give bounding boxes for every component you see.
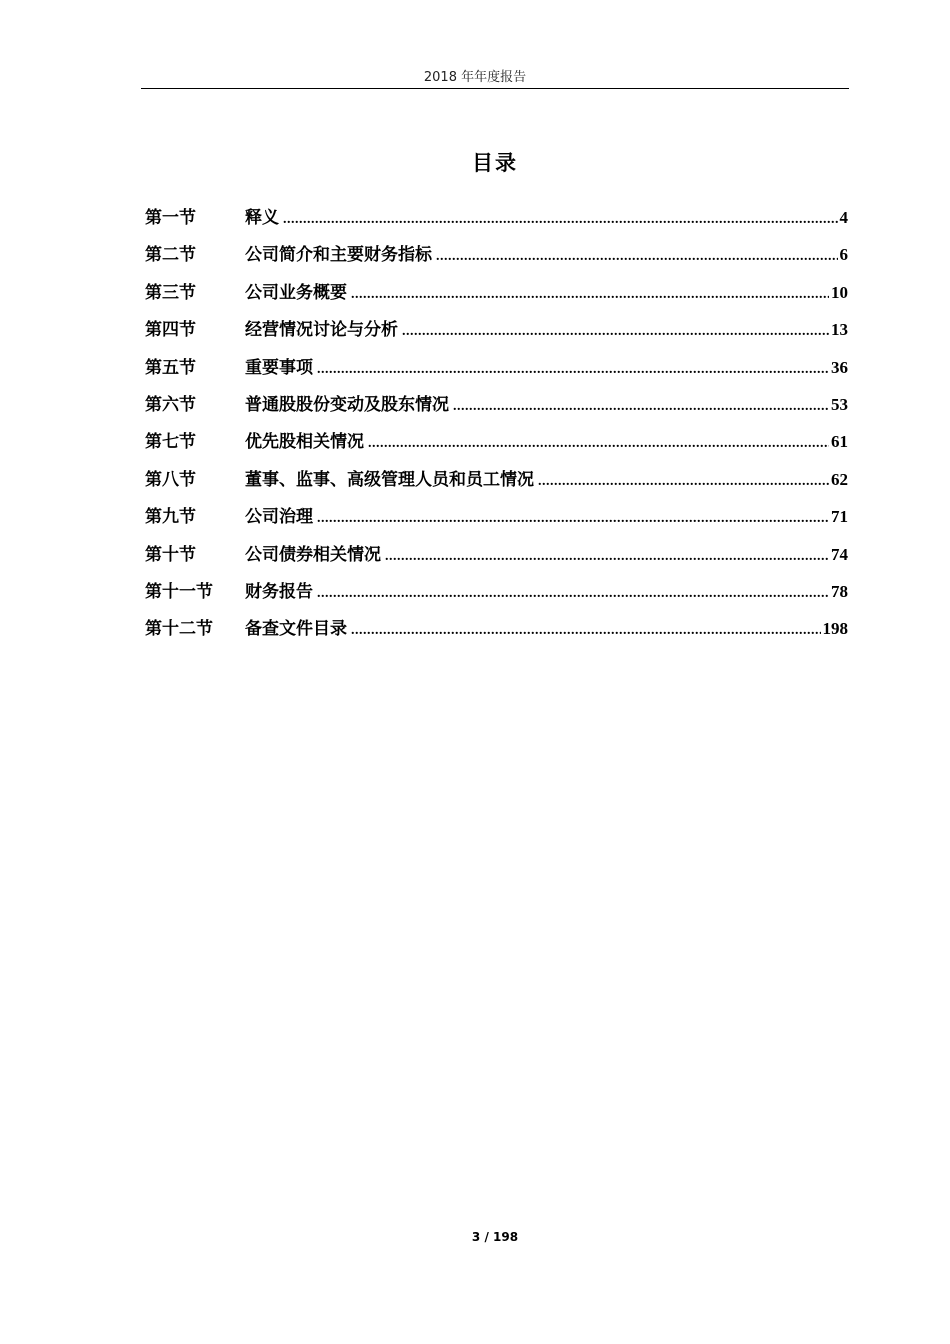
toc-entry[interactable] [145, 577, 848, 614]
toc-page-number: 6 [839, 245, 848, 265]
toc-leader-dots [351, 623, 821, 639]
header-divider [141, 88, 849, 89]
toc-section-title: 释义 [245, 208, 279, 228]
toc-section-number: 第八节 [145, 469, 196, 490]
toc-page-number: 10 [831, 282, 848, 302]
toc-section-number: 第二节 [145, 245, 196, 266]
toc-leader-dots [436, 249, 838, 265]
toc-section-title: 优先股相关情况 [245, 432, 364, 453]
toc-page-number: 78 [831, 581, 848, 601]
toc-section-title: 公司简介和主要财务指标 [245, 245, 432, 266]
toc-section-title: 公司债券相关情况 [245, 544, 381, 565]
toc-section-title: 财务报告 [245, 581, 313, 602]
toc-section-number: 第四节 [145, 320, 196, 341]
running-header: 2018 年年度报告 [423, 70, 527, 85]
toc-leader-dots [317, 362, 829, 378]
toc-page-number: 61 [831, 432, 848, 452]
toc-entry[interactable] [145, 353, 848, 390]
toc-section-title: 公司治理 [245, 507, 313, 528]
toc-leader-dots [317, 511, 829, 527]
toc-section-number: 第九节 [145, 507, 196, 528]
toc-leader-dots [453, 399, 829, 415]
toc-page-number: 36 [831, 357, 848, 377]
toc-page-number: 74 [831, 544, 848, 564]
toc-section-number: 第十二节 [145, 619, 213, 640]
toc-page-number: 4 [839, 208, 848, 227]
toc-leader-dots [317, 586, 829, 602]
toc-leader-dots [402, 324, 829, 340]
toc-entry[interactable] [145, 203, 848, 240]
toc-page-number: 53 [831, 394, 848, 414]
toc-leader-dots [351, 287, 829, 303]
toc-section-title: 董事、监事、高级管理人员和员工情况 [245, 469, 534, 490]
toc-leader-dots [385, 549, 829, 565]
page-indicator: 3 / 198 [471, 1230, 519, 1244]
toc-page-number: 71 [831, 507, 848, 527]
toc-entry[interactable] [145, 390, 848, 427]
toc-section-title: 普通股股份变动及股东情况 [245, 394, 449, 415]
toc-title: 目录 [472, 150, 518, 175]
toc-section-number: 第五节 [145, 357, 196, 378]
toc-entry[interactable] [145, 278, 848, 315]
toc-entry[interactable] [145, 240, 848, 277]
toc-entry[interactable] [145, 502, 848, 539]
toc-page-number: 13 [831, 320, 848, 340]
toc-leader-dots [368, 436, 829, 452]
toc-entry[interactable] [145, 540, 848, 577]
toc-entry[interactable] [145, 614, 848, 651]
table-of-contents [145, 203, 848, 652]
toc-entry[interactable] [145, 315, 848, 352]
toc-entry[interactable] [145, 465, 848, 502]
toc-section-number: 第十一节 [145, 581, 213, 602]
toc-section-number: 第三节 [145, 282, 196, 303]
toc-section-title: 经营情况讨论与分析 [245, 320, 398, 341]
toc-section-title: 公司业务概要 [245, 282, 347, 303]
toc-section-number: 第六节 [145, 394, 196, 415]
toc-section-number: 第一节 [145, 208, 196, 228]
toc-leader-dots [283, 212, 838, 228]
toc-section-title: 备查文件目录 [245, 619, 347, 640]
toc-section-number: 第七节 [145, 432, 196, 453]
toc-page-number: 62 [831, 469, 848, 489]
toc-section-title: 重要事项 [245, 357, 313, 378]
toc-page-number: 198 [822, 619, 848, 639]
toc-entry[interactable] [145, 427, 848, 464]
toc-section-number: 第十节 [145, 544, 196, 565]
toc-leader-dots [538, 474, 829, 490]
